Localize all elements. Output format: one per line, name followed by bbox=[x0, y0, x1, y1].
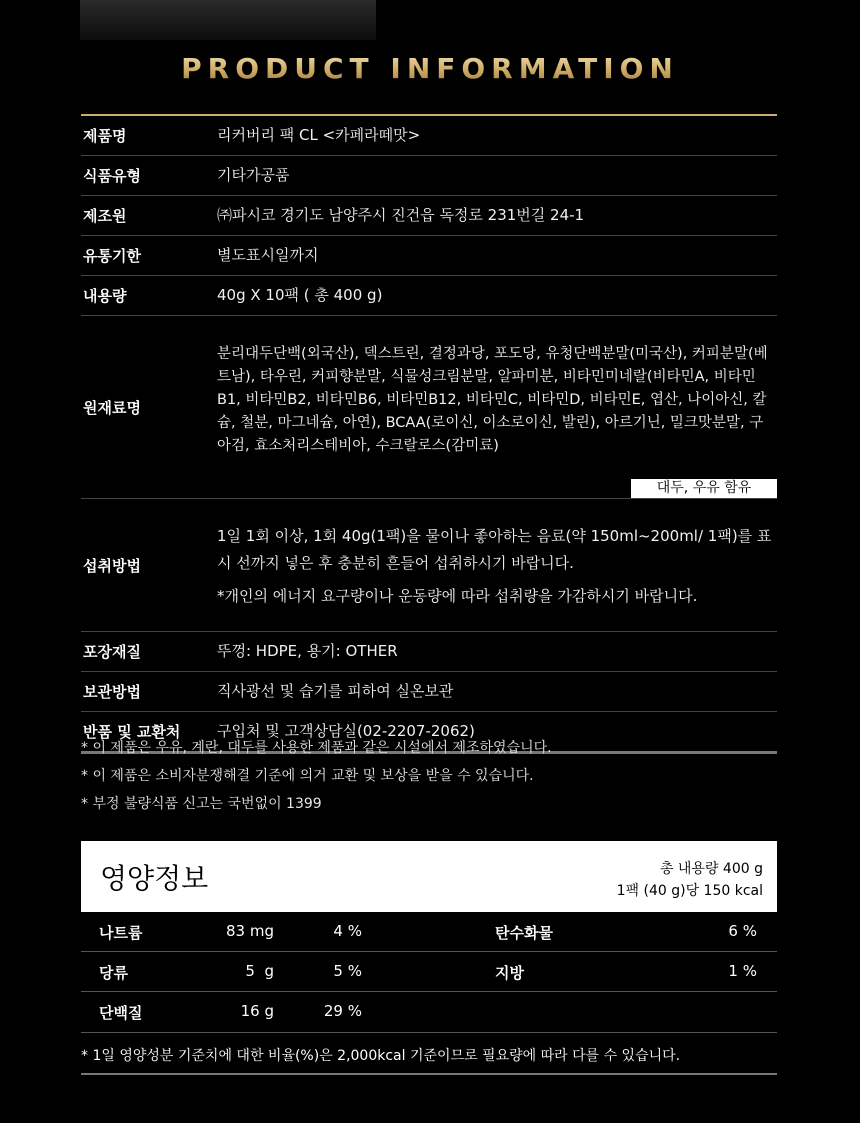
row-value: 직사광선 및 습기를 피하여 실온보관 bbox=[217, 682, 454, 700]
allergen-badge: 대두, 우유 함유 bbox=[631, 479, 777, 498]
info-row-product-name bbox=[81, 116, 777, 156]
note-line: * 이 제품은 소비자분쟁해결 기준에 의거 교환 및 보상을 받을 수 있습니다. bbox=[81, 768, 534, 784]
nutrient-percent: 29 % bbox=[323, 1002, 362, 1020]
row-value: 리커버리 팩 CL <카페라떼맛> bbox=[217, 126, 421, 144]
row-label: 보관방법 bbox=[83, 683, 141, 701]
serving-calories: 1팩 (40 g)당 150 kcal bbox=[616, 883, 763, 899]
nutrient-name: 나트륨 bbox=[99, 924, 143, 942]
info-row-packaging bbox=[81, 632, 777, 672]
row-value: 40g X 10팩 ( 총 400 g) bbox=[217, 286, 383, 304]
nutrition-row bbox=[81, 952, 777, 992]
info-row-food-type bbox=[81, 156, 777, 196]
row-label: 내용량 bbox=[83, 287, 127, 305]
row-label: 식품유형 bbox=[83, 167, 141, 185]
nutrient-name: 단백질 bbox=[99, 1004, 143, 1022]
page-title: PRODUCT INFORMATION bbox=[0, 52, 860, 85]
nutrition-total bbox=[617, 858, 763, 902]
row-value: 분리대두단백(외국산), 덱스트린, 결정과당, 포도당, 유청단백분말(미국산), 커피분말(베트남), 타우린, 커피향분말, 식물성크림분말, 알파미분, 비타민미네랄(비타민A, 비타민B1, 비타민B2, 비타민B6, 비타민B12, 비타민C, 비타민D, 비타민E, 엽산, 나이아신, 칼슘, 철분, 마그네슘, 아연), BCAA(로이신, 이소로이신, 발린), 아르기닌, 밀크맛분말, 구아검, 효소처리스테비아, 수크랄로스(감미료) bbox=[217, 345, 768, 454]
nutrient-name: 탄수화물 bbox=[495, 924, 553, 942]
note-line: * 부정 불량식품 신고는 국번없이 1399 bbox=[81, 796, 322, 812]
nutrient-amount: 83 mg bbox=[226, 922, 274, 940]
info-row-expiry bbox=[81, 236, 777, 276]
intake-instructions: 1일 1회 이상, 1회 40g(1팩)을 물이나 좋아하는 음료(약 150ml~200ml/ 1팩)를 표시 선까지 넣은 후 충분히 흔들어 섭취하시기 바랍니다. bbox=[217, 526, 772, 572]
total-content: 총 내용량 400 g bbox=[659, 861, 763, 877]
note-line: * 이 제품은 우유, 계란, 대두를 사용한 제품과 같은 시설에서 제조하였습니다. bbox=[81, 740, 552, 756]
nutrition-table bbox=[81, 912, 777, 1031]
row-label: 포장재질 bbox=[83, 643, 141, 661]
header-image-fragment bbox=[80, 0, 376, 40]
row-value: 뚜껑: HDPE, 용기: OTHER bbox=[217, 642, 398, 660]
nutrient-percent: 1 % bbox=[728, 962, 757, 980]
row-label: 섭취방법 bbox=[83, 556, 141, 575]
nutrient-name: 지방 bbox=[495, 964, 524, 982]
nutrition-row bbox=[81, 992, 777, 1031]
row-value: 기타가공품 bbox=[217, 166, 290, 184]
info-row-manufacturer bbox=[81, 196, 777, 236]
info-row-content-amount bbox=[81, 276, 777, 316]
nutrient-amount: 5 g bbox=[245, 962, 274, 980]
nutrient-name: 당류 bbox=[99, 964, 128, 982]
row-label: 제품명 bbox=[83, 127, 127, 145]
row-value-group bbox=[217, 523, 777, 608]
nutrient-percent: 6 % bbox=[728, 922, 757, 940]
intake-note: *개인의 에너지 요구량이나 운동량에 따라 섭취량을 가감하시기 바랍니다. bbox=[217, 586, 698, 605]
nutrition-row bbox=[81, 912, 777, 952]
nutrition-footnote: * 1일 영양성분 기준치에 대한 비율(%)은 2,000kcal 기준이므로 필요량에 따라 다를 수 있습니다. bbox=[81, 1032, 777, 1075]
nutrition-title: 영양정보 bbox=[100, 862, 209, 895]
row-label: 원재료명 bbox=[83, 398, 141, 417]
row-value: 별도표시일까지 bbox=[217, 246, 319, 264]
row-label: 반품 및 교환처 bbox=[83, 723, 181, 741]
info-row-storage bbox=[81, 672, 777, 712]
info-row-intake-method bbox=[81, 499, 777, 632]
nutrient-percent: 5 % bbox=[333, 962, 362, 980]
nutrient-amount: 16 g bbox=[240, 1002, 274, 1020]
product-notes bbox=[81, 734, 552, 818]
row-value: ㈜파시코 경기도 남양주시 진건읍 독정로 231번길 24-1 bbox=[217, 206, 585, 224]
row-value: 구입처 및 고객상담실(02-2207-2062) bbox=[217, 722, 475, 740]
row-label: 제조원 bbox=[83, 207, 127, 225]
product-info-table bbox=[81, 114, 777, 754]
info-row-ingredients bbox=[81, 316, 777, 499]
nutrition-header bbox=[81, 841, 777, 912]
row-label: 유통기한 bbox=[83, 247, 141, 265]
nutrient-percent: 4 % bbox=[333, 922, 362, 940]
